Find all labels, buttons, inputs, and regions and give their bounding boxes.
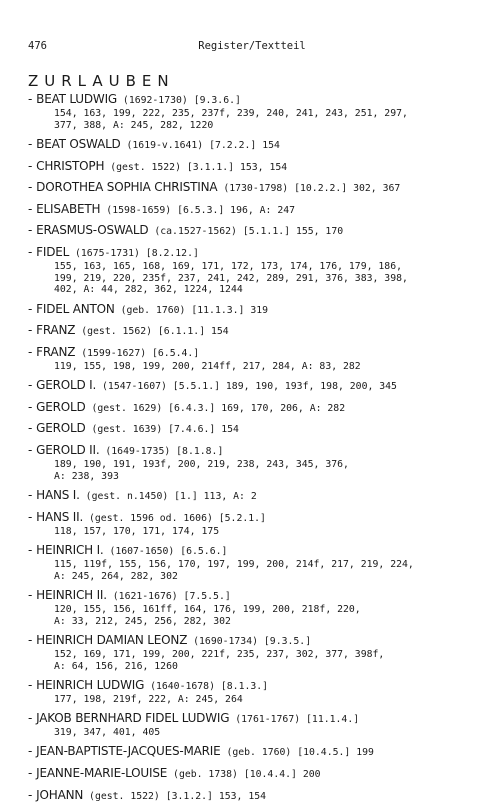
entry-details: (geb. 1760) [10.4.5.] — [226, 747, 351, 759]
entry-name: JEANNE-MARIE-LOUISE — [36, 766, 168, 781]
entry-name: CHRISTOPH — [36, 158, 105, 173]
entry-dash: - — [28, 323, 37, 338]
entry-page-references: 189, 190, 191, 193f, 200, 219, 238, 243, 345, 376, A: 238, 393 — [54, 458, 349, 482]
entry-details: (gest. 1596 od. 1606) [5.2.1.] — [89, 512, 266, 524]
entry-name: HEINRICH I. — [36, 542, 104, 557]
entry-details: (gest. 1522) [3.1.2.] — [89, 790, 213, 802]
entry-details: (ca.1527-1562) [5.1.1.] — [154, 226, 291, 238]
register-entry — [28, 202, 488, 218]
register-entry — [28, 633, 488, 672]
section-heading: ZURLAUBEN — [28, 72, 175, 90]
entry-head — [28, 766, 488, 782]
entry-head — [28, 443, 488, 459]
register-entry — [28, 788, 488, 804]
register-entry — [28, 766, 488, 782]
entry-details: (1619-v.1641) [7.2.2.] — [126, 140, 257, 151]
entry-head — [28, 633, 488, 649]
entry-pages: 113, A: 2 — [203, 490, 257, 502]
entry-page-references: 152, 169, 171, 199, 200, 221f, 235, 237, 302, 377, 398f, A: 64, 156, 216, 1260 — [54, 648, 385, 672]
entry-details: (gest. 1522) [3.1.1.] — [110, 161, 235, 173]
entry-pages: 200 — [302, 769, 321, 781]
entry-details: (1761-1767) [11.1.4.] — [235, 714, 360, 726]
entry-head — [28, 744, 488, 760]
entry-details: (1598-1659) [6.5.3.] — [106, 204, 225, 216]
entry-details: (geb. 1760) [11.1.3.] — [120, 304, 245, 316]
entry-head — [28, 510, 488, 526]
entry-name: JOHANN — [36, 787, 84, 802]
page-number: 476 — [28, 40, 47, 52]
entry-page-references: 118, 157, 170, 171, 174, 175 — [54, 525, 220, 537]
entry-head — [28, 543, 488, 559]
entry-dash: - — [28, 378, 37, 393]
entry-dash: - — [28, 787, 37, 802]
register-entry — [28, 744, 488, 760]
entry-head — [28, 92, 488, 108]
register-entry — [28, 543, 488, 582]
entry-head — [28, 180, 488, 196]
entry-dash: - — [28, 632, 37, 647]
entry-name: JAKOB BERNHARD FIDEL LUDWIG — [36, 711, 230, 726]
register-entry — [28, 245, 488, 296]
entry-dash: - — [28, 421, 37, 436]
entry-name: ELISABETH — [36, 201, 101, 216]
entry-details: (gest. n.1450) [1.] — [85, 490, 198, 502]
entry-pages: 196, A: 247 — [230, 204, 296, 216]
entry-details: (gest. 1639) [7.4.6.] — [91, 424, 216, 436]
register-entry — [28, 678, 488, 706]
entry-dash: - — [28, 301, 37, 316]
entry-page-references: 319, 347, 401, 405 — [54, 727, 161, 739]
entry-dash: - — [28, 766, 37, 781]
entry-dash: - — [28, 711, 37, 726]
entry-dash: - — [28, 399, 37, 414]
register-entry — [28, 443, 488, 482]
entry-pages: 153, 154 — [239, 161, 288, 173]
entry-name: GEROLD — [36, 421, 86, 436]
entry-details: (1640-1678) [8.1.3.] — [150, 680, 269, 692]
entry-pages: 154 — [211, 326, 229, 338]
entry-name: GEROLD II. — [36, 442, 100, 457]
entry-details: (1547-1607) [5.5.1.] — [102, 381, 220, 393]
entry-details: (gest. 1629) [6.4.3.] — [91, 402, 216, 414]
entry-name: ERASMUS-OSWALD — [36, 223, 149, 238]
entry-details: (gest. 1562) [6.1.1.] — [81, 326, 206, 338]
register-entry — [28, 137, 488, 153]
entry-name: BEAT LUDWIG — [36, 92, 118, 106]
entry-name: FRANZ — [36, 323, 76, 338]
entry-dash: - — [28, 158, 37, 173]
entry-page-references: 115, 119f, 155, 156, 170, 197, 199, 200, 214f, 217, 219, 224, A: 245, 264, 282, 302 — [54, 558, 414, 582]
register-entry — [28, 180, 488, 196]
entry-page-references: 154, 163, 199, 222, 235, 237f, 239, 240, 241, 243, 251, 297, 377, 388, A: 245, 282, 1220 — [54, 108, 408, 131]
register-entry — [28, 323, 488, 339]
entry-dash: - — [28, 223, 37, 238]
entry-head — [28, 588, 488, 604]
entry-page-references: 155, 163, 165, 168, 169, 171, 172, 173, 174, 176, 179, 186, 199, 219, 220, 235f, 237, 241, 242, 289, 291, 376, 383, 398, 402, A: 44, 282, 362, 1224, 1244 — [54, 260, 408, 296]
entry-dash: - — [28, 542, 37, 557]
register-entry — [28, 588, 488, 627]
register-entry — [28, 223, 488, 239]
entry-head — [28, 159, 488, 175]
running-title: Register/Textteil — [198, 40, 306, 52]
entry-pages: 154 — [221, 424, 239, 436]
entry-head — [28, 345, 488, 361]
entry-head — [28, 323, 488, 339]
entry-dash: - — [28, 137, 37, 151]
register-entry — [28, 711, 488, 739]
register-entry — [28, 378, 488, 394]
entry-name: HEINRICH DAMIAN LEONZ — [36, 632, 188, 647]
entry-dash: - — [28, 344, 37, 359]
entry-details: (1692-1730) [9.3.6.] — [122, 95, 241, 106]
entry-name: FIDEL — [36, 244, 70, 259]
entry-pages: 155, 170 — [295, 226, 344, 238]
entry-dash: - — [28, 587, 37, 602]
entry-name: GEROLD I. — [36, 378, 97, 393]
entry-details: (1730-1798) [10.2.2.] — [223, 183, 348, 195]
entry-details: (1675-1731) [8.2.12.] — [75, 247, 199, 259]
entry-pages: 154 — [262, 140, 280, 151]
register-entry — [28, 400, 488, 416]
entry-name: JEAN-BAPTISTE-JACQUES-MARIE — [36, 744, 221, 759]
entry-head — [28, 400, 488, 416]
entry-name: GEROLD — [36, 399, 86, 414]
entry-dash: - — [28, 92, 37, 106]
entry-pages: 153, 154 — [218, 790, 267, 802]
entry-details: (1621-1676) [7.5.5.] — [112, 590, 231, 602]
entry-head — [28, 788, 488, 804]
entry-dash: - — [28, 744, 37, 759]
entry-name: FRANZ — [36, 344, 76, 359]
entry-head — [28, 223, 488, 239]
entry-head — [28, 202, 488, 218]
entry-head — [28, 678, 488, 694]
entry-name: FIDEL ANTON — [36, 301, 115, 316]
entry-pages: 319 — [250, 304, 269, 316]
entry-dash: - — [28, 201, 37, 216]
entry-page-references: 120, 155, 156, 161ff, 164, 176, 199, 200, 218f, 220, A: 33, 212, 245, 256, 282, 302 — [54, 603, 361, 627]
entry-dash: - — [28, 487, 37, 502]
entry-head — [28, 421, 488, 437]
entry-head — [28, 245, 488, 261]
entry-pages: 302, 367 — [353, 183, 401, 195]
entry-head — [28, 488, 488, 504]
entry-pages: 169, 170, 206, A: 282 — [221, 402, 346, 414]
register-entry — [28, 92, 488, 131]
entry-dash: - — [28, 677, 37, 692]
entry-head — [28, 137, 488, 153]
entry-dash: - — [28, 244, 37, 259]
register-entry — [28, 345, 488, 373]
register-entry — [28, 302, 488, 318]
entry-name: HANS II. — [36, 509, 84, 524]
register-entry — [28, 421, 488, 437]
entry-dash: - — [28, 442, 37, 457]
entry-dash: - — [28, 509, 37, 524]
entry-details: (1599-1627) [6.5.4.] — [81, 347, 200, 359]
register-entry — [28, 159, 488, 175]
register-entries — [28, 92, 488, 809]
entry-details: (1649-1735) [8.1.8.] — [105, 445, 224, 457]
register-entry — [28, 488, 488, 504]
entry-page-references: 119, 155, 198, 199, 200, 214ff, 217, 284, A: 83, 282 — [54, 360, 361, 372]
entry-name: DOROTHEA SOPHIA CHRISTINA — [36, 180, 218, 195]
entry-page-references: 177, 198, 219f, 222, A: 245, 264 — [54, 693, 243, 705]
entry-name: HEINRICH LUDWIG — [36, 677, 145, 692]
entry-pages: 199 — [356, 747, 374, 759]
entry-head — [28, 378, 488, 394]
entry-dash: - — [28, 180, 37, 195]
entry-details: (geb. 1738) [10.4.4.] — [173, 769, 297, 781]
entry-pages: 189, 190, 193f, 198, 200, 345 — [225, 381, 397, 393]
entry-name: HEINRICH II. — [36, 587, 107, 602]
entry-name: HANS I. — [36, 487, 80, 502]
entry-head — [28, 711, 488, 727]
register-entry — [28, 510, 488, 538]
entry-details: (1690-1734) [9.3.5.] — [193, 635, 312, 647]
entry-name: BEAT OSWALD — [36, 137, 121, 151]
entry-details: (1607-1650) [6.5.6.] — [109, 545, 228, 557]
entry-head — [28, 302, 488, 318]
